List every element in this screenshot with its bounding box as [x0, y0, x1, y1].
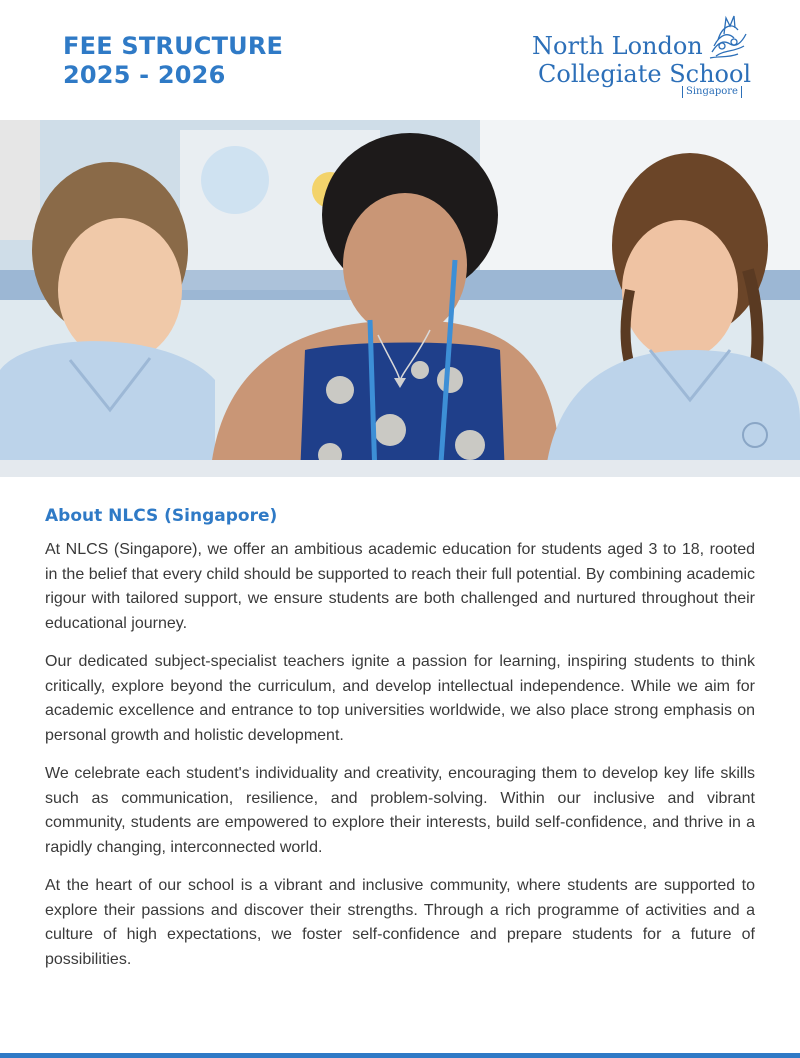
page-header — [0, 0, 800, 120]
about-section — [45, 500, 755, 986]
title-line-2: 2025 - 2026 — [63, 61, 226, 89]
about-paragraph: We celebrate each student's individuality and creativity, encouraging them to develop key life skills such as communication, resilience, and problem-solving. Within our inclusive and vibrant community, students are empowered to explore their interests, build self-confidence, and thrive in a rapidly changing, interconnected world. — [45, 765, 755, 856]
title-line-1: FEE STRUCTURE — [63, 32, 284, 60]
about-heading: About NLCS (Singapore) — [45, 506, 278, 526]
about-paragraph: At the heart of our school is a vibrant and inclusive community, where students are supported to explore their passions and discover their strengths. Through a rich programme of activities and a culture of high expectations, we foster self-confidence and prepare students for a future of possibilities. — [45, 877, 755, 968]
logo-location: Singapore — [682, 86, 742, 98]
about-paragraph: At NLCS (Singapore), we offer an ambitious academic education for students aged 3 to 18, rooted in the belief that every child should be supported to reach their full potential. By combining academic rigour with tailored support, we ensure students are both challenged and nurtured throughout their educational journey. — [45, 541, 755, 632]
hero-photo — [0, 120, 800, 477]
fee-structure-title — [63, 32, 283, 90]
logo-text-line-1: North London — [532, 32, 703, 60]
school-crest-icon — [704, 12, 750, 62]
bottom-rule — [0, 1053, 800, 1058]
logo-text-line-2: Collegiate School — [538, 60, 752, 88]
about-paragraph: Our dedicated subject-specialist teachers ignite a passion for learning, inspiring students to think critically, explore beyond the curriculum, and develop intellectual independence. While we aim for academic excellence and entrance to top universities worldwide, we also place strong emphasis on personal growth and holistic development. — [45, 653, 755, 744]
school-logo — [528, 12, 758, 104]
